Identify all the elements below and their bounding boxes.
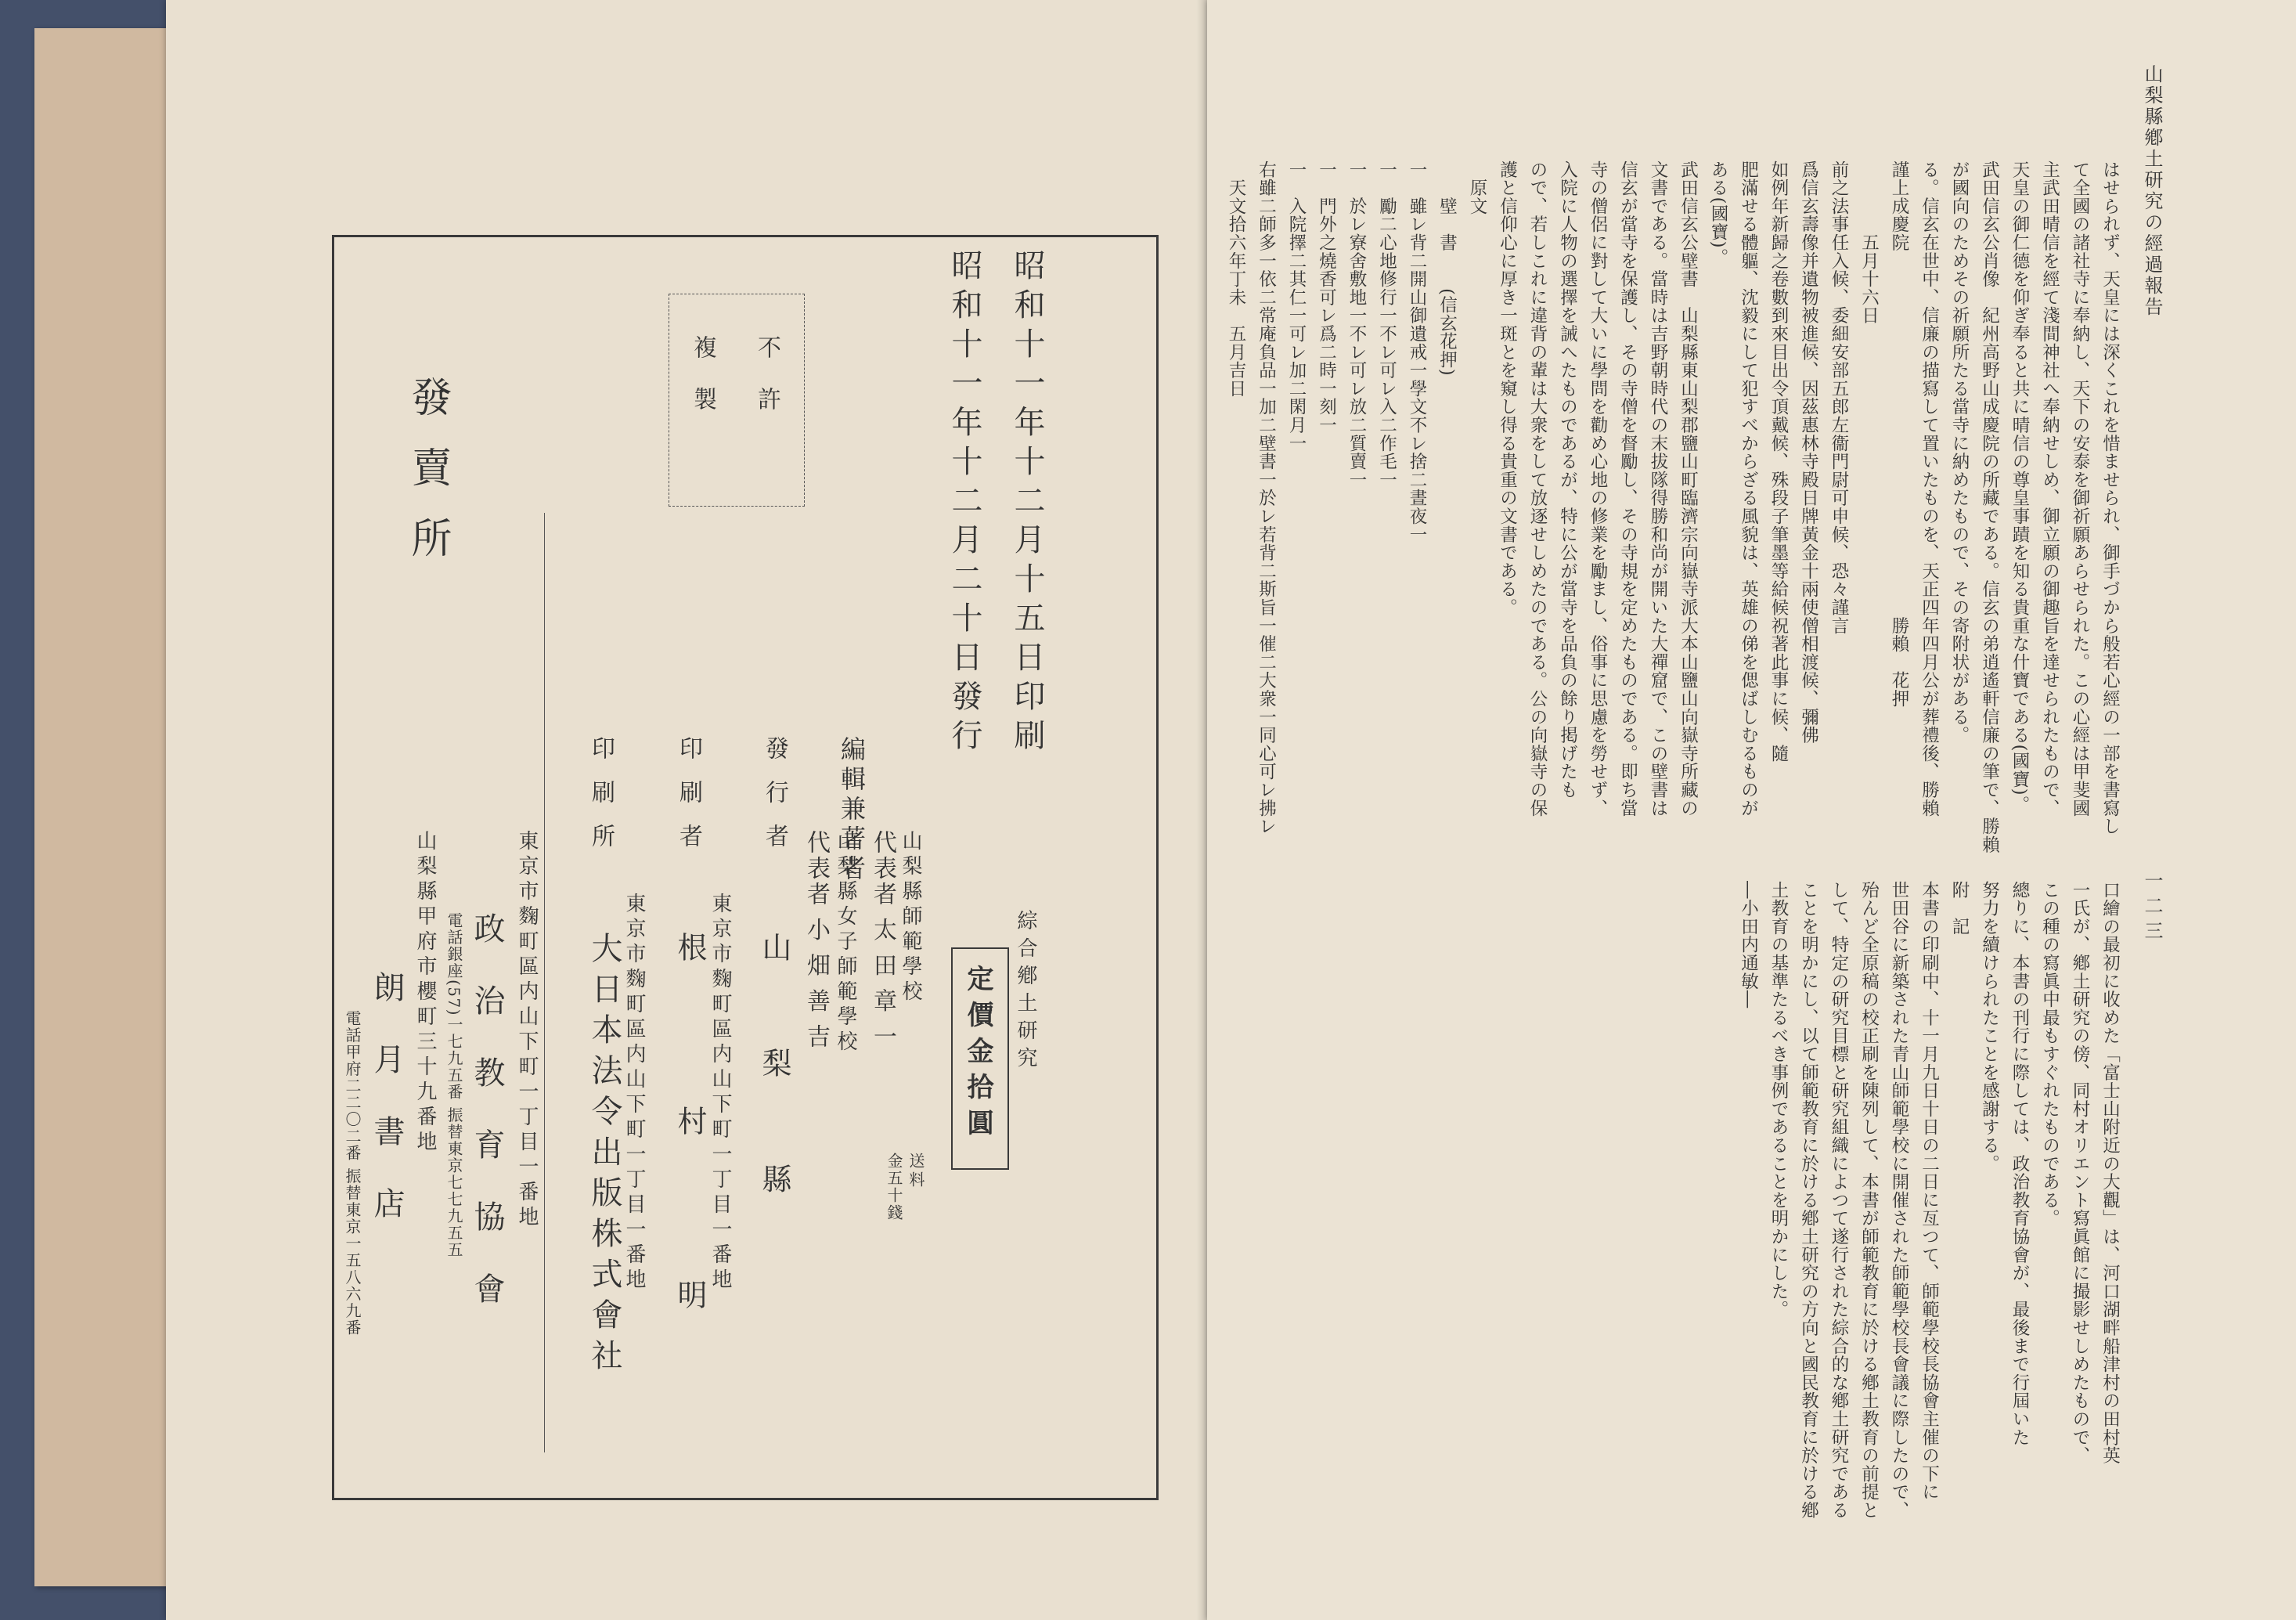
afterword-column: 世田谷に新築された青山師範學校に開催された師範學校長會議に際したので、	[1889, 881, 1909, 1520]
text-column: ので、若しこれに違背の輩は大衆をして放逐せしめたのである。公の向嶽寺の保	[1527, 161, 1548, 817]
afterword-column: 土教育の基準たるべき事例であることを明かにした。	[1768, 881, 1789, 1319]
text-column: 右雖二師多一依二常庵負品一加二壁書一於レ若背二斯旨一催二大衆一同心可レ拂レ	[1256, 161, 1277, 836]
text-column: 一 於レ寮舍敷地一不レ可レ放二質賣一	[1346, 161, 1367, 489]
price-text: 定價金拾圓	[962, 965, 993, 1145]
text-column: 原文	[1467, 161, 1487, 215]
afterword-column: 一氏が、鄕土研究の傍、同村オリエント寫眞館に撮影せしめたもので、	[2070, 881, 2090, 1465]
text-column: 天皇の御仁德を仰ぎ奉ると共に晴信の尊皇事蹟を知る貴重な什寶である(國寶)。	[2009, 161, 2030, 814]
text-column: 一 勵二心地修行一不レ可レ入二作毛一	[1376, 161, 1397, 489]
text-column: 主武田晴信を經て淺間神社へ奉納せしめ、御立願の御趣旨を達せられたもので、	[2039, 161, 2060, 817]
afterword-column: 總りに、本書の刊行に際しては、政治教育協會が、最後まで行屆いた	[2009, 881, 2030, 1447]
postage-label: 送料	[907, 1153, 925, 1190]
distributor-2-phone: 電話甲府二二〇二番 振替東京一五八六九番	[343, 1010, 362, 1337]
text-column: 護と信仰心に厚き一斑とを窺し得る貴重の文書である。	[1497, 161, 1518, 617]
distributor-1-name: 政 治 教 育 協 會	[469, 912, 505, 1308]
afterword-column: この種の寫眞中最もすぐれたものである。	[2039, 881, 2060, 1228]
distributor-1-phone: 電話銀座(57)一七九五番 振替東京七七九五五	[445, 912, 463, 1258]
printed-date: 昭和十一年十二月十五日印刷	[1009, 249, 1045, 758]
text-column: 五月十六日	[1858, 161, 1880, 325]
text-column: 謹上成慶院 勝賴 花押	[1889, 161, 1909, 708]
colophon-page	[166, 0, 1207, 1620]
print-shop-role: 印刷所	[587, 736, 615, 868]
afterword-column: 殆んど全原稿の校正刷を陳列して、本書が師範教育に於ける鄕土教育の前提と	[1858, 881, 1880, 1520]
published-date: 昭和十一年十二月二十日發行	[946, 249, 982, 758]
distributor-role: 發賣所	[404, 376, 451, 587]
compiler-rep-1: 代表者 太 田 章 一	[869, 830, 896, 1051]
postage-value: 金五十錢	[885, 1153, 903, 1221]
page-number: 一二三	[2141, 871, 2163, 946]
compiler-school-1: 山梨縣師範學校	[899, 830, 922, 1005]
print-shop-address: 東京市麴町區内山下町一丁目一番地	[622, 893, 646, 1293]
text-column: 天文拾六年丁未 五月吉日	[1226, 161, 1246, 398]
text-column: 前之法事任入候、委細安部五郎左衞門尉可申候、恐々謹言	[1829, 161, 1849, 635]
text-column: ある(國寶)。	[1708, 161, 1728, 267]
text-column: 武田信玄公肖像 紀州高野山成慶院の所藏である。信玄の弟逍遙軒信廉の筆で、勝賴	[1979, 161, 2000, 854]
text-column: 肥滿せる體軀、沈毅にして犯すべからざる風貌は、英雄の俤を偲ばしむるものが	[1738, 161, 1759, 817]
distributor-2-address: 山梨縣甲府市櫻町三十九番地	[413, 830, 437, 1156]
text-column: 信玄が當寺を保護し、その寺僧を督勵し、その寺規を定めたものである。即ち當	[1617, 161, 1638, 817]
afterword-column: 本書の印刷中、十一月九日十日の二日に亙つて、師範學校長協會主催の下に	[1919, 881, 1940, 1502]
text-column: 寺の僧侶に對して大いに學問を勸め心地の修業を勵まし、俗事に思慮を勞せず、	[1588, 161, 1608, 817]
compiler-school-2: 山梨縣女子師範學校	[834, 830, 857, 1055]
running-head: 山梨縣鄕土研究の經過報告	[2141, 64, 2163, 318]
text-column: 文書である。當時は吉野朝時代の末拔隊得勝和尚が開いた大禪窟で、この壁書は	[1648, 161, 1668, 817]
divider-line	[544, 513, 545, 1452]
text-column: る。信玄在世中、信廉の描寫して置いたものを、天正四年四月公が葬禮後、勝賴	[1919, 161, 1940, 817]
afterword-column: 口繪の最初に收めた「富士山附近の大觀」は、河口湖畔船津村の田村英	[2100, 881, 2121, 1465]
text-column: 如例年新歸之卷數到來目出令頂戴候、殊段子筆墨等給候祝著此事に候、隨	[1768, 161, 1789, 763]
print-shop-value: 大日本法令出版株式會社	[586, 932, 622, 1380]
text-column: が國向のためその祈願所たる當寺に納めたもので、その寄附状がある。	[1949, 161, 1970, 745]
text-column: はせられず、天皇には深くこれを惜ませられ、御手づから般若心經の一部を書寫し	[2100, 161, 2121, 836]
afterword-column: 附 記	[1949, 881, 1970, 936]
text-column: 爲信玄壽像并遺物被進候、因茲惠林寺殿日牌黃金十兩使僧相渡候、彌佛	[1798, 161, 1819, 745]
text-column: 一 入院擇二其仁一可レ加二閑月一	[1286, 161, 1307, 453]
text-column: 一 門外之燒香可レ爲二時一刻一	[1316, 161, 1337, 435]
distributor-2-name: 朗 月 書 店	[369, 971, 405, 1223]
text-column: 壁 書 (信玄花押)	[1436, 161, 1458, 377]
distributor-1-address: 東京市麴町區内山下町一丁目一番地	[515, 830, 539, 1231]
printer-address: 東京市麴町區内山下町一丁目一番地	[708, 893, 732, 1293]
publisher-role: 發行者	[761, 736, 788, 868]
text-column: て全國の諸社寺に奉納し、天下の安泰を御祈願あらせられた。この心經は甲斐國	[2070, 161, 2090, 817]
reprint-text: 複製	[689, 335, 716, 438]
publisher-value: 山 梨 縣	[757, 932, 791, 1221]
afterword-column: して、特定の研究目標と研究組織によつて遂行された綜合的な鄕土研究である	[1829, 881, 1849, 1520]
afterword-column: 努力を續けられたことを感謝する。	[1979, 881, 2000, 1173]
afterword-column: ―小田内通敏―	[1738, 881, 1759, 1009]
series-name: 綜合鄕土研究	[1014, 910, 1037, 1074]
text-column: 武田信玄公壁書 山梨縣東山梨郡鹽山町臨濟宗向嶽寺派大本山鹽山向嶽寺所藏の	[1678, 161, 1699, 817]
printer-role: 印刷者	[675, 736, 702, 868]
text-page	[1207, 0, 2296, 1620]
afterword-column: ことを明かにし、以て師範教育に於ける鄕土研究の方向と國民教育に於ける鄕	[1798, 881, 1819, 1520]
compiler-rep-2: 代表者 小 畑 善 吉	[802, 830, 830, 1051]
compiler-role: 編輯兼著者	[837, 736, 867, 885]
printer-value: 根 村 明	[672, 932, 707, 1337]
no-reprint-text: 不許	[753, 335, 780, 438]
text-column: 入院に人物の選擇を誡へたものであるが、特に公が當寺を品負の餘り掲げたも	[1557, 161, 1578, 799]
text-column: 一 雖レ背二開山御遺戒一學文不レ捨二晝夜一	[1407, 161, 1427, 544]
